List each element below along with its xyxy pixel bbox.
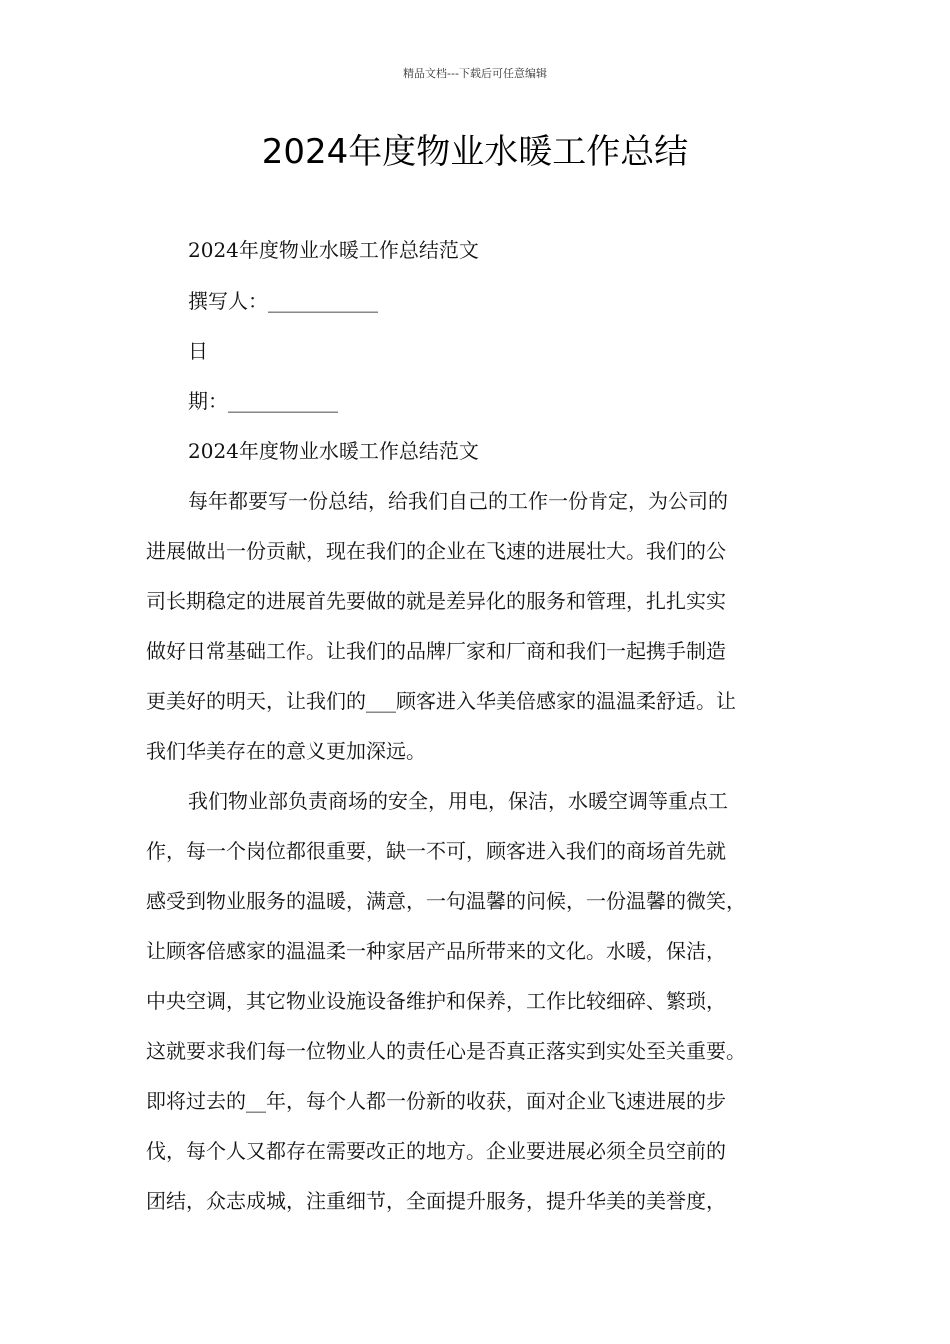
paragraph-2-line-7: 即将过去的__年，每个人都一份新的收获，面对企业飞速进展的步 [146, 1089, 726, 1113]
paragraph-1-line-2: 进展做出一份贡献，现在我们的企业在飞速的进展壮大。我们的公 [146, 539, 726, 563]
paragraph-2-line-9: 团结，众志成城，注重细节，全面提升服务，提升华美的美誉度， [146, 1189, 726, 1213]
document-subtitle-repeat: 2024年度物业水暖工作总结范文 [188, 439, 479, 463]
document-title: 2024年度物业水暖工作总结 [261, 132, 689, 172]
paragraph-2-line-3: 感受到物业服务的温暖，满意，一句温馨的问候，一份温馨的微笑， [146, 889, 746, 913]
paragraph-2-line-5: 中央空调，其它物业设施设备维护和保养，工作比较细碎、繁琐， [146, 989, 726, 1013]
paragraph-2-line-1: 我们物业部负责商场的安全，用电，保洁，水暖空调等重点工 [188, 789, 728, 813]
date-line [188, 387, 338, 415]
paragraph-2-line-4: 让顾客倍感家的温温柔一种家居产品所带来的文化。水暖，保洁， [146, 939, 726, 963]
paragraph-2-line-8: 伐，每个人又都存在需要改正的地方。企业要进展必须全员空前的 [146, 1139, 726, 1163]
paragraph-2-line-2: 作，每一个岗位都很重要，缺一不可，顾客进入我们的商场首先就 [146, 839, 726, 863]
author-line [188, 287, 378, 315]
date-blank: ___________ [228, 389, 338, 413]
document-subtitle: 2024年度物业水暖工作总结范文 [188, 238, 479, 262]
paragraph-1-line-4: 做好日常基础工作。让我们的品牌厂家和厂商和我们一起携手制造 [146, 639, 726, 663]
paragraph-2-line-6: 这就要求我们每一位物业人的责任心是否真正落实到实处至关重要。 [146, 1039, 746, 1063]
author-label: 撰写人： [188, 289, 268, 313]
author-blank: ___________ [268, 289, 378, 313]
paragraph-1-line-1: 每年都要写一份总结，给我们自己的工作一份肯定，为公司的 [188, 489, 728, 513]
paragraph-1-line-6: 我们华美存在的意义更加深远。 [146, 739, 426, 763]
paragraph-1-line-3: 司长期稳定的进展首先要做的就是差异化的服务和管理，扎扎实实 [146, 589, 726, 613]
date-label-part2: 期： [188, 389, 228, 413]
paragraph-1-line-5: 更美好的明天，让我们的___顾客进入华美倍感家的温温柔舒适。让 [146, 689, 736, 713]
header-note: 精品文档---下载后可任意编辑 [403, 67, 547, 80]
date-label-part1: 日 [188, 339, 208, 363]
